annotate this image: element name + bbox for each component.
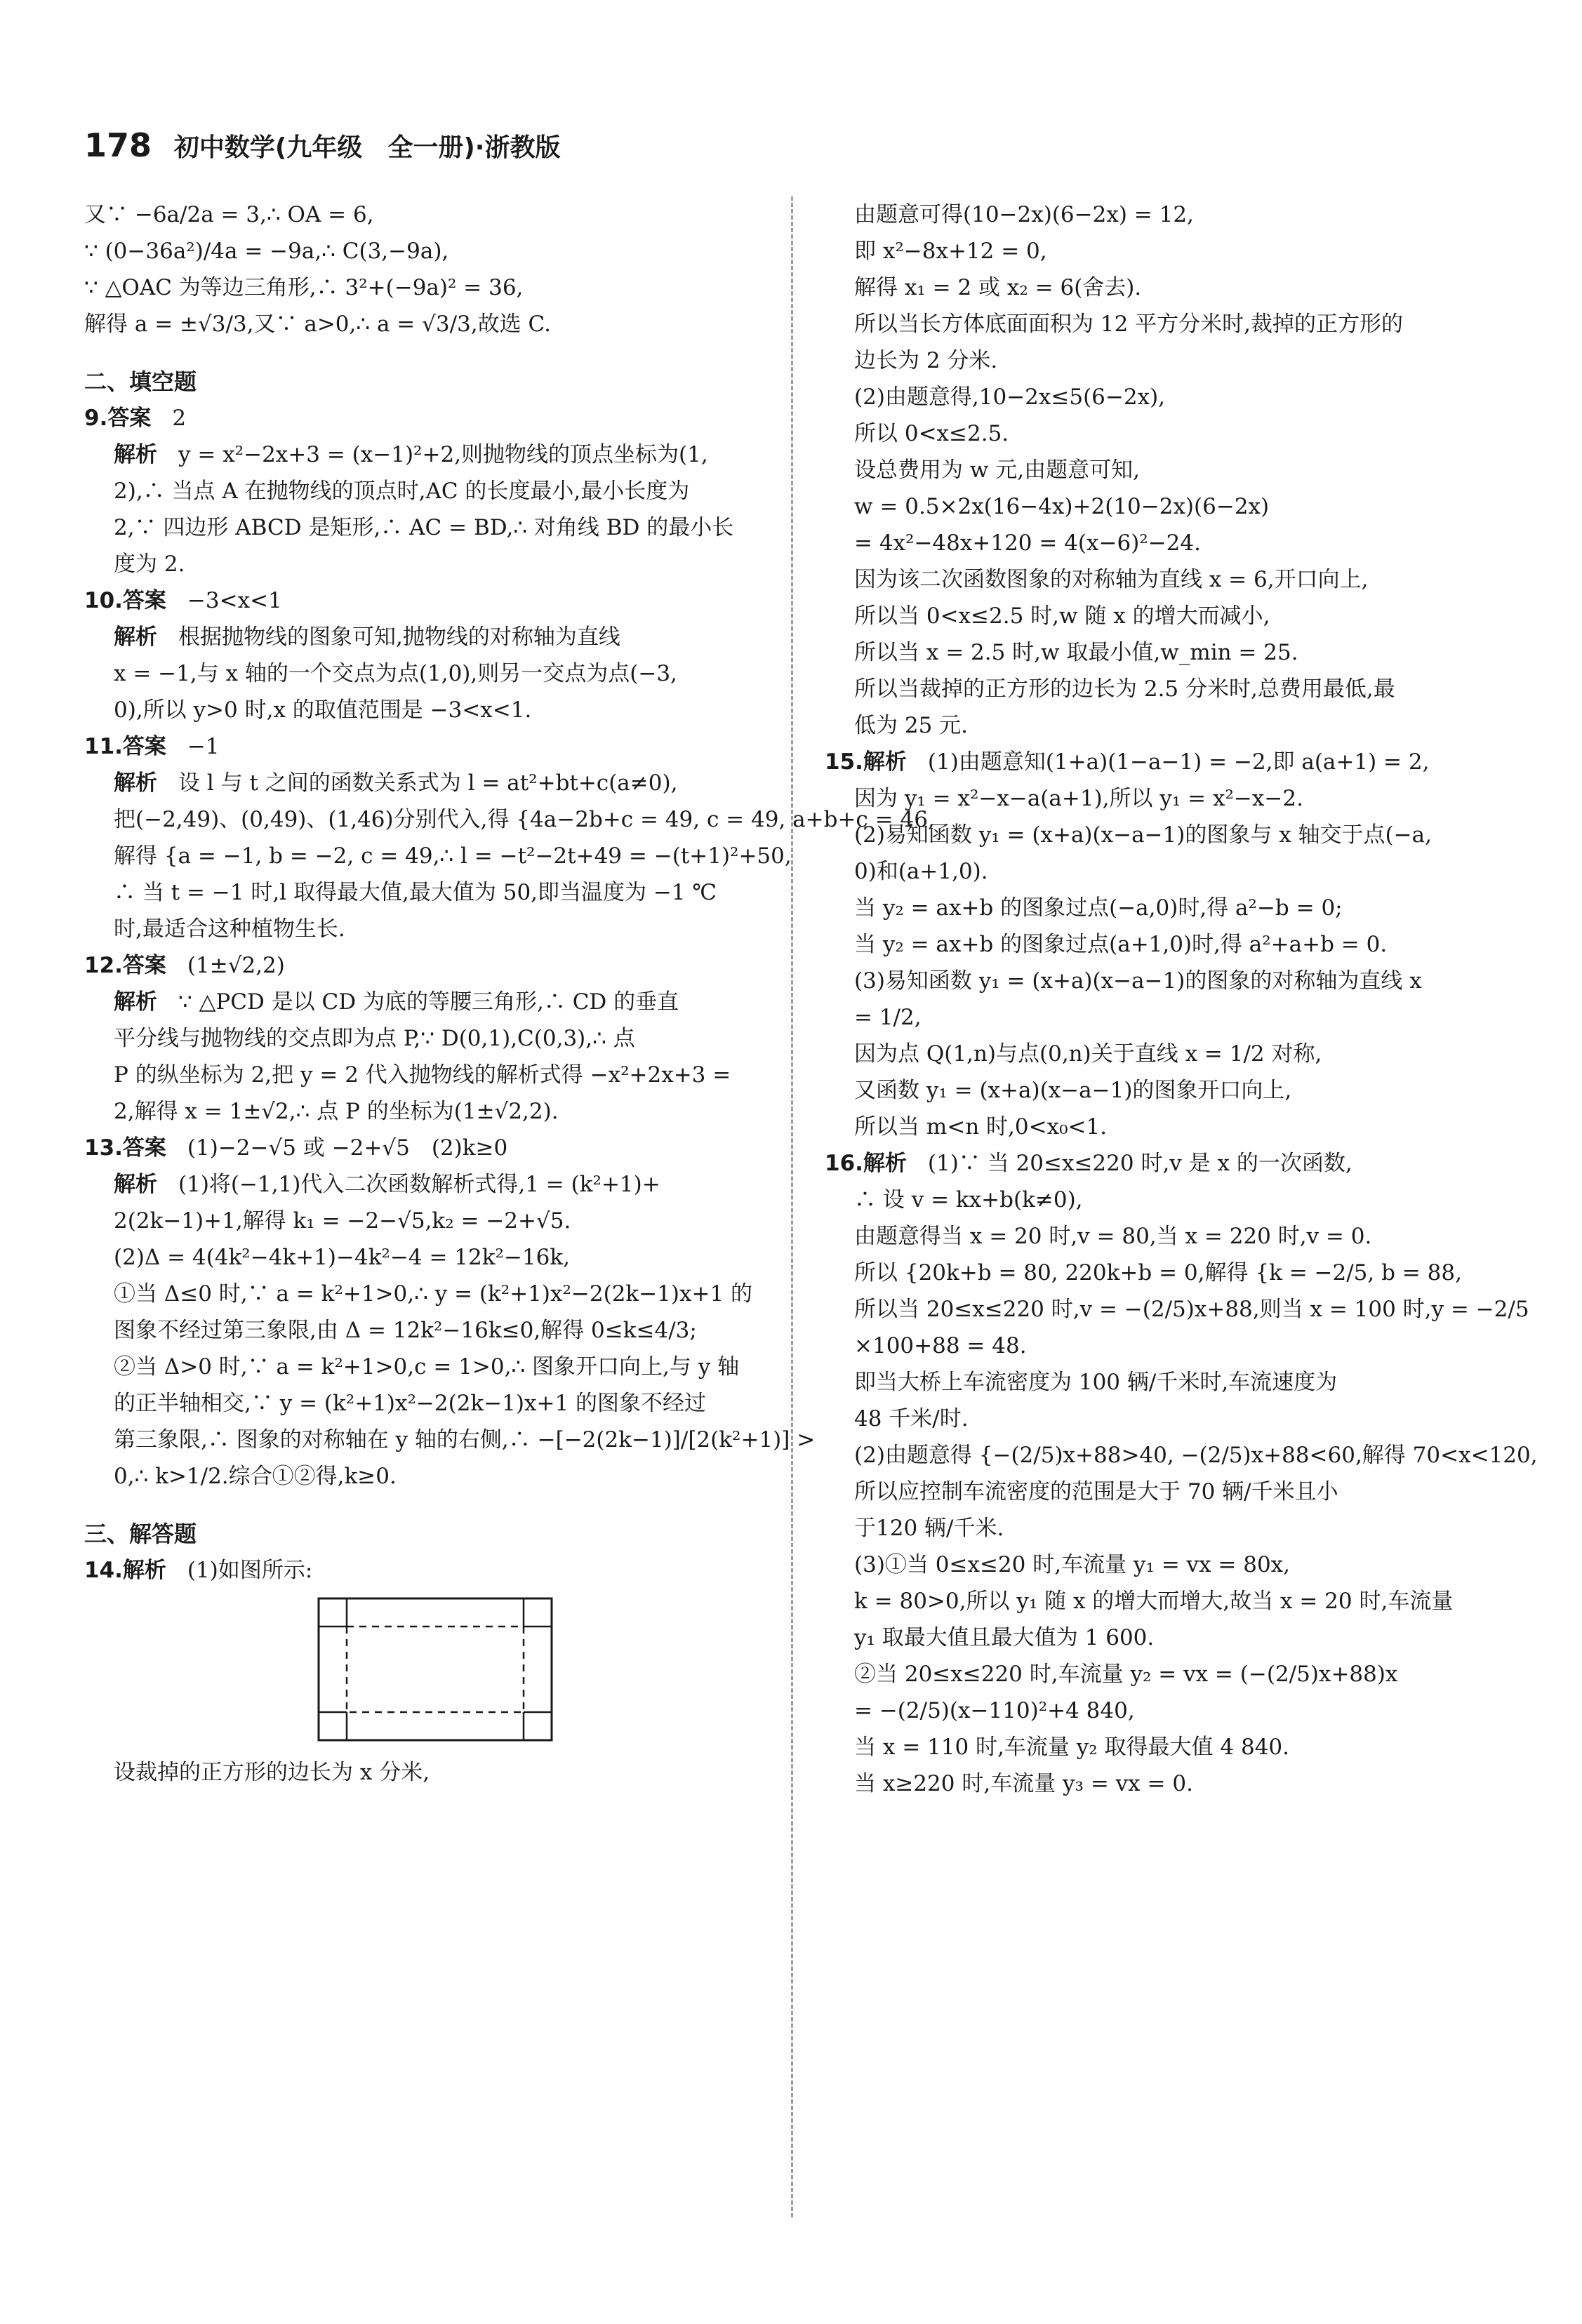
left-line bbox=[84, 1754, 769, 1791]
left-line-text: 2),∴ 当点 A 在抛物线的顶点时,AC 的长度最小,最小长度为 bbox=[114, 479, 690, 504]
left-line bbox=[84, 1349, 769, 1385]
right-line bbox=[825, 853, 1509, 890]
question-label: 14.解析 bbox=[84, 1558, 166, 1583]
column-divider bbox=[791, 196, 793, 2217]
left-line-text: −3<x<1 bbox=[187, 588, 282, 613]
left-line-text: 图象不经过第三象限,由 Δ = 12k²−16k≤0,解得 0≤k≤4/3; bbox=[114, 1318, 697, 1343]
right-line bbox=[825, 488, 1509, 525]
right-line-text: 解得 x₁ = 2 或 x₂ = 6(舍去). bbox=[854, 275, 1142, 300]
right-line-text: 所以当 x = 2.5 时,w 取最小值,w_min = 25. bbox=[854, 640, 1298, 665]
right-line-text: 由题意可得(10−2x)(6−2x) = 12, bbox=[854, 202, 1194, 227]
right-line-text: 当 y₂ = ax+b 的图象过点(−a,0)时,得 a²−b = 0; bbox=[854, 895, 1343, 921]
left-line-text: (2)Δ = 4(4k²−4k+1)−4k²−4 = 12k²−16k, bbox=[114, 1245, 571, 1270]
right-line bbox=[825, 233, 1509, 269]
right-column bbox=[825, 196, 1538, 1802]
right-line-text: 于120 辆/千米. bbox=[854, 1516, 1004, 1541]
left-line-text: (1)如图所示: bbox=[187, 1558, 313, 1583]
analysis-label: 解析 bbox=[114, 625, 157, 650]
book-title: 初中数学(九年级 全一册)·浙教版 bbox=[173, 133, 561, 162]
right-line-text: (1)∵ 当 20≤x≤220 时,v 是 x 的一次函数, bbox=[927, 1151, 1352, 1176]
left-line-text: y = x²−2x+3 = (x−1)²+2,则抛物线的顶点坐标为(1, bbox=[178, 442, 708, 467]
left-line bbox=[84, 400, 769, 436]
right-line bbox=[825, 1145, 1509, 1182]
left-line-text: 的正半轴相交,∵ y = (k²+1)x²−2(2k−1)x+1 的图象不经过 bbox=[114, 1391, 707, 1416]
right-line-text: 所以 {20k+b = 80, 220k+b = 0,解得 {k = −2/5, b = 88, bbox=[854, 1260, 1462, 1285]
left-line bbox=[84, 1239, 769, 1276]
left-line bbox=[84, 692, 769, 728]
question-label: 10.答案 bbox=[84, 588, 166, 613]
left-line bbox=[84, 509, 769, 546]
left-line-text: 设裁掉的正方形的边长为 x 分米, bbox=[114, 1760, 430, 1785]
left-line-text: 2,解得 x = 1±√2,∴ 点 P 的坐标为(1±√2,2). bbox=[114, 1099, 559, 1124]
left-line bbox=[84, 838, 792, 874]
analysis-label: 解析 bbox=[114, 1172, 157, 1197]
right-line bbox=[825, 1364, 1509, 1401]
right-line bbox=[825, 1729, 1509, 1765]
right-line-text: 因为点 Q(1,n)与点(0,n)关于直线 x = 1/2 对称, bbox=[854, 1041, 1322, 1067]
right-line bbox=[825, 269, 1509, 306]
analysis-label: 解析 bbox=[114, 770, 157, 796]
question-label: 9.答案 bbox=[84, 406, 152, 431]
question-label: 11.答案 bbox=[84, 734, 166, 759]
left-line bbox=[84, 1385, 769, 1422]
right-line-text: (1)由题意知(1+a)(1−a−1) = −2,即 a(a+1) = 2, bbox=[927, 749, 1430, 775]
right-line bbox=[825, 196, 1509, 233]
question-label: 13.答案 bbox=[84, 1135, 166, 1161]
left-line bbox=[84, 1166, 769, 1203]
left-line-text: ∴ 当 t = −1 时,l 取得最大值,最大值为 50,即当温度为 −1 ℃ bbox=[114, 880, 717, 905]
left-line-text: 根据抛物线的图象可知,抛物线的对称轴为直线 bbox=[178, 625, 620, 650]
left-line-text: 把(−2,49)、(0,49)、(1,46)分别代入,得 {4a−2b+c = 49, c = 49, a+b+c = 46, bbox=[114, 807, 935, 832]
left-line bbox=[84, 269, 769, 306]
left-line bbox=[84, 619, 769, 655]
right-line bbox=[825, 744, 1509, 780]
left-line bbox=[84, 196, 769, 233]
left-line-text: (1±√2,2) bbox=[187, 953, 285, 978]
left-line bbox=[84, 874, 769, 911]
right-line bbox=[825, 342, 1509, 379]
right-line-text: ×100+88 = 48. bbox=[854, 1333, 1027, 1358]
right-line bbox=[825, 780, 1509, 817]
right-line-text: 设总费用为 w 元,由题意可知, bbox=[854, 458, 1140, 483]
right-line-text: 所以当裁掉的正方形的边长为 2.5 分米时,总费用最低,最 bbox=[854, 676, 1395, 702]
right-line bbox=[825, 634, 1509, 671]
left-line bbox=[84, 1057, 769, 1093]
right-line bbox=[825, 1620, 1509, 1656]
right-line bbox=[825, 817, 1509, 853]
left-line bbox=[84, 1552, 769, 1589]
right-line bbox=[825, 561, 1509, 598]
left-line-text: 2(2k−1)+1,解得 k₁ = −2−√5,k₂ = −2+√5. bbox=[114, 1208, 571, 1234]
left-line-text: ①当 Δ≤0 时,∵ a = k²+1>0,∴ y = (k²+1)x²−2(2k−1)x+1 的 bbox=[114, 1281, 753, 1307]
right-line-text: w = 0.5×2x(16−4x)+2(10−2x)(6−2x) bbox=[854, 494, 1270, 519]
right-line-text: 即当大桥上车流密度为 100 辆/千米时,车流速度为 bbox=[854, 1370, 1338, 1395]
left-line bbox=[84, 1020, 769, 1057]
left-line-text: 第三象限,∴ 图象的对称轴在 y 轴的右侧,∴ −[−2(2k−1)]/[2(k²+1)] > bbox=[114, 1427, 816, 1452]
left-line-text: ∵ △PCD 是以 CD 为底的等腰三角形,∴ CD 的垂直 bbox=[178, 989, 679, 1015]
right-line bbox=[825, 525, 1509, 561]
right-line-text: 所以当 20≤x≤220 时,v = −(2/5)x+88,则当 x = 100 时,y = −2/5 bbox=[854, 1297, 1529, 1322]
left-line-text: 设 l 与 t 之间的函数关系式为 l = at²+bt+c(a≠0), bbox=[178, 770, 678, 796]
left-line bbox=[84, 947, 769, 984]
right-line bbox=[825, 1036, 1509, 1072]
left-line bbox=[84, 1203, 769, 1239]
right-line bbox=[825, 1109, 1509, 1145]
right-line-text: 0)和(a+1,0). bbox=[854, 859, 988, 884]
left-line bbox=[84, 984, 769, 1020]
right-line-text: = −(2/5)(x−110)²+4 840, bbox=[854, 1698, 1135, 1723]
right-line-text: 所以 0<x≤2.5. bbox=[854, 421, 1009, 446]
right-line bbox=[825, 1401, 1509, 1437]
right-line-text: 即 x²−8x+12 = 0, bbox=[854, 239, 1047, 264]
right-line bbox=[825, 415, 1509, 452]
right-line-text: 当 x≥220 时,车流量 y₃ = vx = 0. bbox=[854, 1771, 1193, 1796]
left-line-text: 度为 2. bbox=[114, 552, 185, 577]
right-line-text: (2)由题意得,10−2x≤5(6−2x), bbox=[854, 385, 1166, 410]
left-line bbox=[84, 1458, 769, 1495]
right-line bbox=[825, 1182, 1509, 1218]
right-line-text: ∴ 设 v = kx+b(k≠0), bbox=[854, 1187, 1083, 1213]
right-line bbox=[825, 1328, 1509, 1364]
right-line-text: 所以应控制车流密度的范围是大于 70 辆/千米且小 bbox=[854, 1479, 1338, 1504]
right-line bbox=[825, 306, 1509, 342]
right-line bbox=[825, 926, 1509, 963]
left-line-text: −1 bbox=[187, 734, 220, 759]
right-line-text: 又函数 y₁ = (x+a)(x−a−1)的图象开口向上, bbox=[854, 1078, 1292, 1103]
left-section-heading: 三、解答题 bbox=[84, 1521, 197, 1547]
left-line bbox=[84, 728, 769, 765]
inner-dashed-rectangle bbox=[347, 1627, 524, 1712]
question-label: 16.解析 bbox=[825, 1151, 907, 1176]
left-line-text: 0),所以 y>0 时,x 的取值范围是 −3<x<1. bbox=[114, 697, 532, 723]
left-line-text: 又∵ −6a/2a = 3,∴ OA = 6, bbox=[84, 202, 374, 227]
left-line bbox=[84, 1422, 816, 1458]
right-line bbox=[825, 1656, 1509, 1692]
right-line bbox=[825, 707, 1509, 744]
left-line-text: 解得 {a = −1, b = −2, c = 49,∴ l = −t²−2t+49 = −(t+1)²+50, bbox=[114, 843, 792, 869]
left-line bbox=[84, 582, 769, 619]
question-label: 12.答案 bbox=[84, 953, 166, 978]
right-line bbox=[825, 1437, 1538, 1474]
right-line bbox=[825, 1765, 1509, 1802]
right-line-text: = 1/2, bbox=[854, 1005, 922, 1030]
right-line-text: 当 x = 110 时,车流量 y₂ 取得最大值 4 840. bbox=[854, 1735, 1289, 1760]
right-line bbox=[825, 1255, 1509, 1291]
right-line bbox=[825, 1474, 1509, 1510]
right-line-text: y₁ 取最大值且最大值为 1 600. bbox=[854, 1625, 1155, 1650]
right-line-text: (3)①当 0≤x≤20 时,车流量 y₁ = vx = 80x, bbox=[854, 1552, 1291, 1577]
right-line-text: 因为 y₁ = x²−x−a(a+1),所以 y₁ = x²−x−2. bbox=[854, 786, 1303, 811]
analysis-label: 解析 bbox=[114, 989, 157, 1015]
left-line-text: (1)−2−√5 或 −2+√5 (2)k≥0 bbox=[187, 1135, 508, 1161]
left-line bbox=[84, 1093, 769, 1130]
left-line bbox=[84, 233, 769, 269]
right-line-text: 所以当 0<x≤2.5 时,w 随 x 的增大而减小, bbox=[854, 603, 1270, 629]
left-line-text: (1)将(−1,1)代入二次函数解析式得,1 = (k²+1)+ bbox=[178, 1172, 660, 1197]
right-line bbox=[825, 598, 1509, 634]
right-line-text: (2)易知函数 y₁ = (x+a)(x−a−1)的图象与 x 轴交于点(−a, bbox=[854, 822, 1432, 848]
right-line-text: (2)由题意得 {−(2/5)x+88>40, −(2/5)x+88<60,解得 70<x<120, bbox=[854, 1443, 1538, 1468]
left-line-text: ∵ △OAC 为等边三角形,∴ 3²+(−9a)² = 36, bbox=[84, 275, 524, 300]
right-line-text: = 4x²−48x+120 = 4(x−6)²−24. bbox=[854, 530, 1201, 556]
right-line bbox=[825, 1692, 1509, 1729]
page-header bbox=[84, 126, 560, 175]
outer-rectangle bbox=[319, 1598, 552, 1740]
left-line-text: 时,最适合这种植物生长. bbox=[114, 916, 345, 942]
question-label: 15.解析 bbox=[825, 749, 907, 775]
right-line-text: 由题意得当 x = 20 时,v = 80,当 x = 220 时,v = 0. bbox=[854, 1224, 1372, 1249]
left-line-text: P 的纵坐标为 2,把 y = 2 代入抛物线的解析式得 −x²+2x+3 = bbox=[114, 1062, 731, 1088]
left-line bbox=[84, 306, 769, 342]
right-line-text: 48 千米/时. bbox=[854, 1406, 969, 1431]
left-line-text: ②当 Δ>0 时,∵ a = k²+1>0,c = 1>0,∴ 图象开口向上,与 y 轴 bbox=[114, 1354, 740, 1380]
right-line-text: 当 y₂ = ax+b 的图象过点(a+1,0)时,得 a²+a+b = 0. bbox=[854, 932, 1388, 957]
left-line bbox=[84, 473, 769, 509]
left-line bbox=[84, 911, 769, 947]
right-line bbox=[825, 1291, 1529, 1328]
left-line-text: 解得 a = ±√3/3,又∵ a>0,∴ a = √3/3,故选 C. bbox=[84, 312, 551, 337]
left-line-text: 0,∴ k>1/2.综合①②得,k≥0. bbox=[114, 1464, 397, 1489]
right-line bbox=[825, 890, 1509, 926]
left-line bbox=[84, 436, 769, 473]
left-line bbox=[84, 765, 769, 801]
right-line-text: k = 80>0,所以 y₁ 随 x 的增大而增大,故当 x = 20 时,车流量 bbox=[854, 1589, 1454, 1614]
right-line-text: 所以当长方体底面面积为 12 平方分米时,裁掉的正方形的 bbox=[854, 312, 1404, 337]
box-net-figure bbox=[316, 1596, 554, 1743]
left-line bbox=[84, 1276, 769, 1312]
left-line bbox=[84, 546, 769, 582]
left-line-text: ∵ (0−36a²)/4a = −9a,∴ C(3,−9a), bbox=[84, 239, 449, 264]
right-line bbox=[825, 1583, 1509, 1620]
right-line bbox=[825, 1218, 1509, 1255]
left-line bbox=[84, 1312, 769, 1349]
left-line-text: x = −1,与 x 轴的一个交点为点(1,0),则另一交点为点(−3, bbox=[114, 661, 677, 686]
right-line-text: 低为 25 元. bbox=[854, 713, 969, 738]
right-line-text: (3)易知函数 y₁ = (x+a)(x−a−1)的图象的对称轴为直线 x bbox=[854, 968, 1422, 994]
left-line bbox=[84, 801, 935, 838]
right-line bbox=[825, 999, 1509, 1036]
left-section-heading: 二、填空题 bbox=[84, 368, 197, 395]
analysis-label: 解析 bbox=[114, 442, 157, 467]
left-line bbox=[84, 655, 769, 692]
left-line-text: 平分线与抛物线的交点即为点 P,∵ D(0,1),C(0,3),∴ 点 bbox=[114, 1026, 635, 1051]
right-line bbox=[825, 671, 1509, 707]
right-line bbox=[825, 1510, 1509, 1547]
box-net-diagram bbox=[316, 1596, 554, 1743]
right-line bbox=[825, 1547, 1509, 1583]
left-line-text: 2,∵ 四边形 ABCD 是矩形,∴ AC = BD,∴ 对角线 BD 的最小长 bbox=[114, 515, 734, 540]
right-line-text: 因为该二次函数图象的对称轴为直线 x = 6,开口向上, bbox=[854, 567, 1369, 592]
left-line-text: 2 bbox=[172, 406, 187, 431]
page-number: 178 bbox=[84, 126, 152, 164]
right-line bbox=[825, 452, 1509, 488]
right-line-text: ②当 20≤x≤220 时,车流量 y₂ = vx = (−(2/5)x+88)x bbox=[854, 1662, 1398, 1687]
right-line-text: 所以当 m<n 时,0<x₀<1. bbox=[854, 1114, 1108, 1140]
left-line bbox=[84, 1130, 769, 1166]
right-line bbox=[825, 1072, 1509, 1109]
right-line bbox=[825, 379, 1509, 415]
right-line bbox=[825, 963, 1509, 999]
right-line-text: 边长为 2 分米. bbox=[854, 348, 998, 373]
